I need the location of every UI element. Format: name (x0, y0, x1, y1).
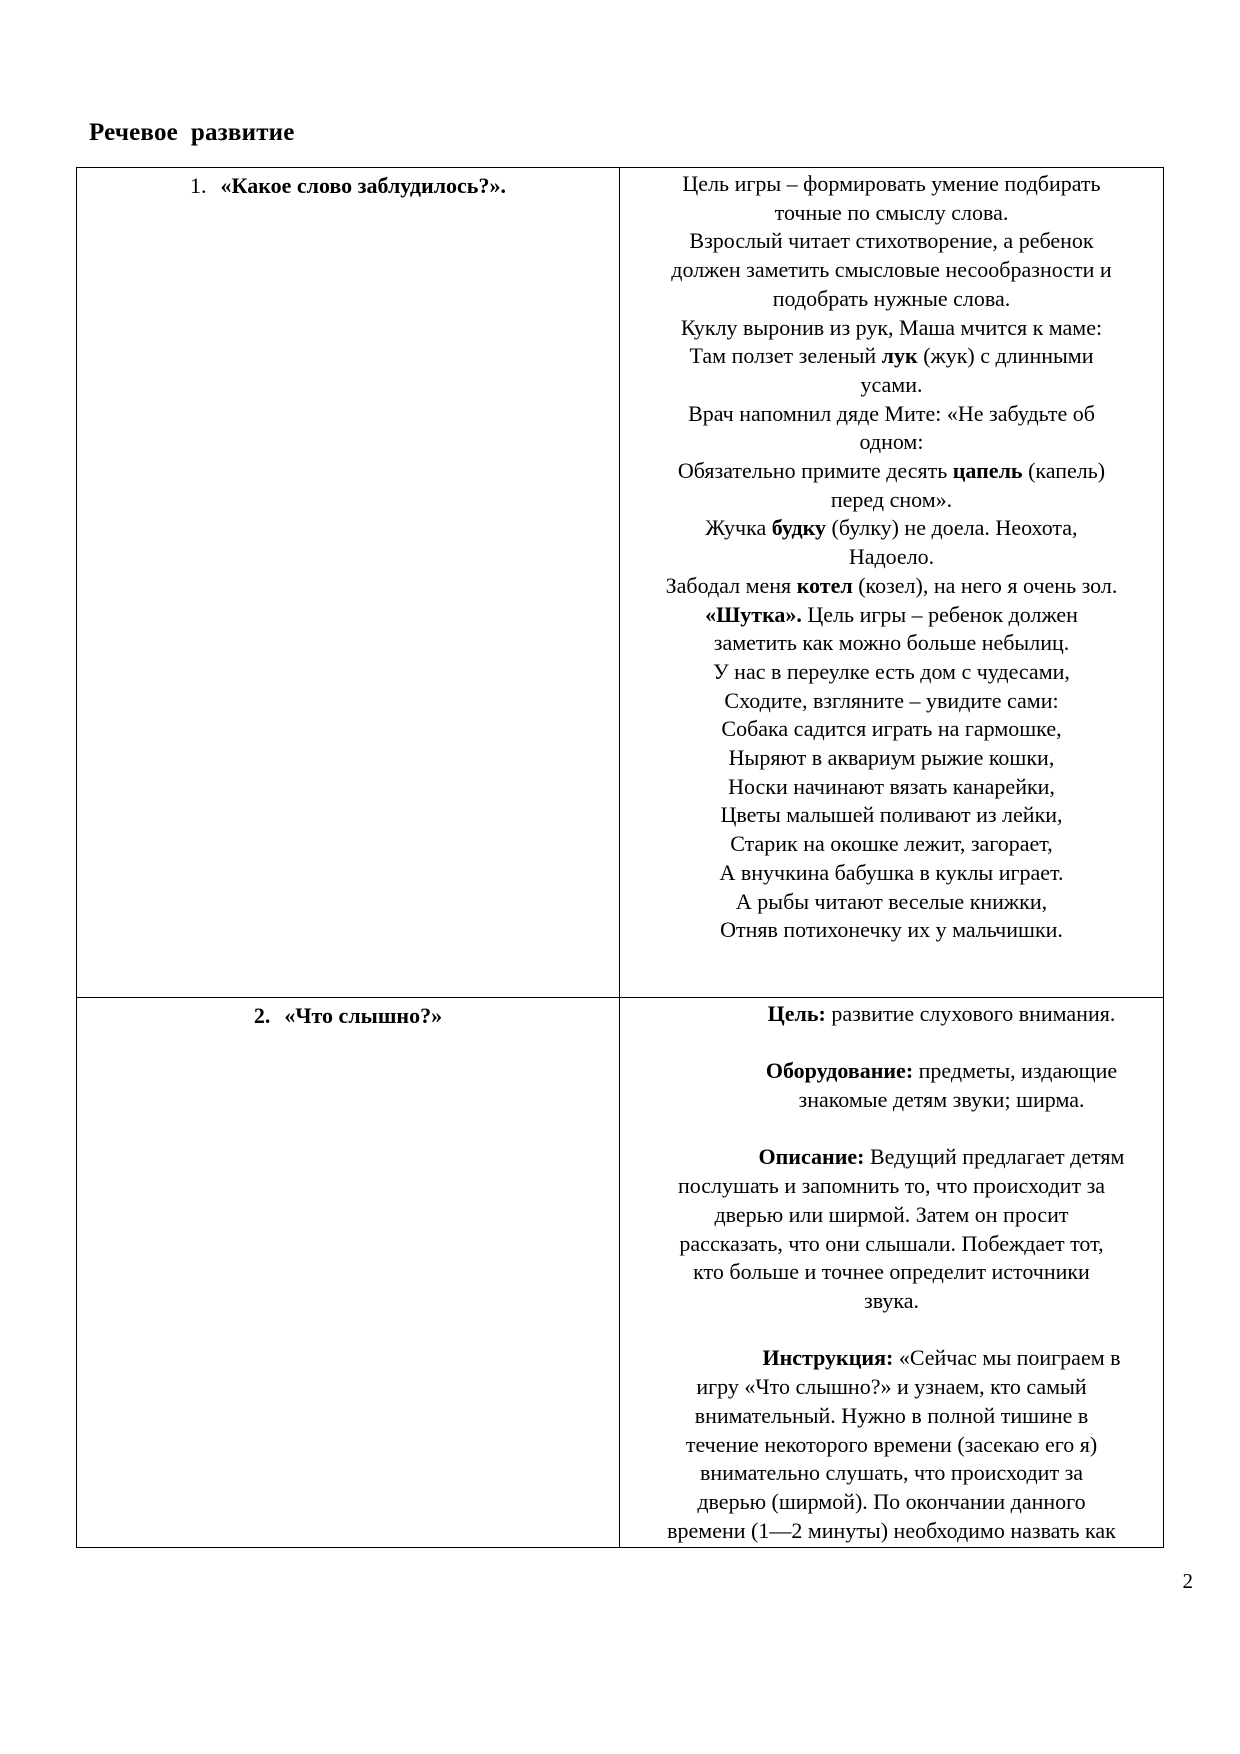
text-span: Цветы малышей поливают из лейки, (720, 802, 1063, 828)
text-span: У нас в переулке есть дом с чудесами, (713, 658, 1070, 684)
text-line (623, 629, 1160, 658)
game-title (77, 1003, 619, 1029)
text-line (623, 428, 1160, 457)
text-span: развитие слухового внимания. (825, 1001, 1116, 1026)
blank-line (623, 1115, 1160, 1144)
text-line (623, 314, 1160, 343)
game-description-cell (620, 998, 1164, 1548)
text-span: Носки начинают вязать канарейки, (728, 773, 1055, 799)
text-span: Там ползет зеленый (689, 343, 882, 369)
text-span: рассказать, что они слышали. Побеждает тот, (679, 1230, 1104, 1256)
text-line (623, 1459, 1160, 1488)
text-span: перед сном». (830, 486, 953, 512)
text-line (623, 1258, 1160, 1287)
text-span: Сходите, взгляните – увидите сами: (724, 687, 1059, 713)
text-line (623, 285, 1160, 314)
text-line (623, 227, 1160, 256)
text-line (623, 1230, 1160, 1259)
text-span: Цель игры – формировать умение подбирать (682, 171, 1101, 196)
text-line (623, 371, 1160, 400)
text-span: игру «Что слышно?» и узнаем, кто самый (696, 1374, 1087, 1400)
text-span: точные по смыслу слова. (774, 199, 1009, 225)
text-line (623, 1143, 1160, 1172)
text-line (623, 457, 1160, 486)
text-line (623, 1517, 1160, 1546)
text-line (623, 773, 1160, 802)
game-title-cell (77, 168, 620, 998)
text-line (623, 715, 1160, 744)
text-line (623, 1431, 1160, 1460)
game-number: 1. (190, 173, 207, 198)
text-span: знакомые детям звуки; ширма. (798, 1087, 1085, 1113)
text-span: предметы, издающие (913, 1058, 1118, 1084)
text-line (623, 1373, 1160, 1402)
text-span: Собака садится играть на гармошке, (721, 716, 1062, 742)
bold-text: Инструкция: (762, 1345, 894, 1371)
text-span: течение некоторого времени (засекаю его я) (685, 1431, 1098, 1457)
text-line (623, 1201, 1160, 1230)
text-line (623, 572, 1160, 601)
text-line (623, 888, 1160, 917)
game-title-text: «Какое слово заблудилось?». (220, 173, 506, 198)
bold-text: лук (881, 343, 918, 369)
text-span: Ныряют в аквариум рыжие кошки, (728, 745, 1055, 771)
text-span: (булку) не доела. Неохота, (826, 515, 1078, 541)
text-span: внимательно слушать, что происходит за (699, 1460, 1084, 1486)
text-span: Отняв потихонечку их у мальчишки. (720, 917, 1063, 943)
text-span: послушать и запомнить то, что происходит за (677, 1173, 1106, 1199)
blank-line (623, 1029, 1160, 1058)
text-line (623, 400, 1160, 429)
section-heading: Речевое развитие (89, 119, 295, 146)
text-line (623, 342, 1160, 371)
page-number: 2 (1182, 1569, 1193, 1593)
text-line (623, 1172, 1160, 1201)
bold-text: «Шутка». (705, 601, 802, 627)
text-span: времени (1—2 минуты) необходимо назвать как (667, 1517, 1116, 1543)
text-span: заметить как можно больше небылиц. (713, 630, 1070, 656)
text-span: усами. (860, 371, 923, 397)
text-span: Взрослый читает стихотворение, а ребенок (689, 228, 1094, 254)
text-line (623, 1287, 1160, 1316)
bold-text: Описание: (758, 1144, 865, 1170)
text-line (623, 830, 1160, 859)
text-span: «Сейчас мы поиграем в (893, 1345, 1121, 1371)
text-span: Ведущий предлагает детям (864, 1144, 1125, 1170)
game-number: 2. (253, 1003, 271, 1028)
text-span: Жучка (705, 515, 772, 541)
game-title (77, 173, 619, 199)
text-line (623, 199, 1160, 228)
game-description (620, 998, 1163, 1545)
text-line (623, 1402, 1160, 1431)
game-title-text: «Что слышно?» (284, 1003, 443, 1028)
text-span: А рыбы читают веселые книжки, (735, 888, 1048, 914)
text-span: Цель игры – ребенок должен (801, 601, 1078, 627)
text-line (623, 859, 1160, 888)
bold-text: котел (796, 572, 853, 598)
text-line (623, 1488, 1160, 1517)
text-span: дверью (ширмой). По окончании данного (697, 1488, 1086, 1514)
text-line (623, 658, 1160, 687)
bold-text: Цель: (767, 1001, 826, 1026)
text-span: (капель) (1022, 458, 1106, 484)
text-line (623, 1000, 1160, 1029)
text-span: подобрать нужные слова. (772, 285, 1011, 311)
text-line (623, 744, 1160, 773)
text-line (623, 1057, 1160, 1086)
text-span: (жук) с длинными (917, 343, 1094, 369)
text-span: одном: (859, 429, 924, 455)
blank-line (623, 1316, 1160, 1345)
text-line (623, 486, 1160, 515)
text-span: должен заметить смысловые несообразности и (671, 257, 1112, 283)
text-line (623, 916, 1160, 945)
text-line (623, 1344, 1160, 1373)
text-span: внимательный. Нужно в полной тишине в (694, 1402, 1089, 1428)
text-span: Забодал меня (665, 572, 797, 598)
text-line (623, 601, 1160, 630)
bold-text: цапель (952, 458, 1023, 484)
text-span: Врач напомнил дяде Мите: «Не забудьте об (688, 400, 1095, 426)
text-span: А внучкина бабушка в куклы играет. (719, 859, 1064, 885)
table-row (77, 168, 1164, 998)
text-line (623, 1086, 1160, 1115)
text-span: звука. (864, 1288, 919, 1313)
games-table (76, 167, 1164, 1548)
game-description (620, 168, 1163, 945)
bold-text: будку (771, 515, 827, 541)
text-line (623, 170, 1160, 199)
text-span: Обязательно примите десять (677, 458, 953, 484)
text-line (623, 256, 1160, 285)
text-line (623, 687, 1160, 716)
text-line (623, 543, 1160, 572)
text-span: Куклу выронив из рук, Маша мчится к маме: (680, 314, 1103, 340)
game-description-cell (620, 168, 1164, 998)
text-span: дверью или ширмой. Затем он просит (714, 1201, 1069, 1227)
text-span: (козел), на него я очень зол. (852, 572, 1118, 598)
text-span: кто больше и точнее определит источники (693, 1259, 1090, 1285)
bold-text: Оборудование: (765, 1058, 914, 1084)
text-span: Надоело. (848, 544, 935, 570)
game-title-cell (77, 998, 620, 1548)
text-span: Старик на окошке лежит, загорает, (730, 831, 1053, 857)
table-row (77, 998, 1164, 1548)
text-line (623, 514, 1160, 543)
text-line (623, 801, 1160, 830)
